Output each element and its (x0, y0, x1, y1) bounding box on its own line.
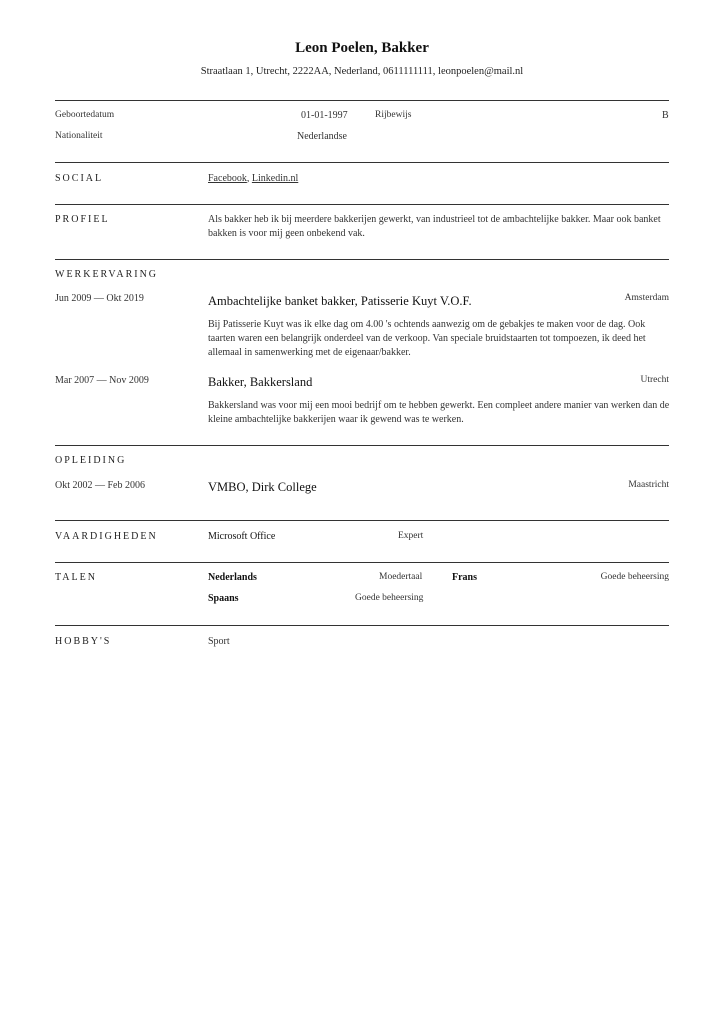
section-title-skills: VAARDIGHEDEN (55, 531, 158, 542)
divider (55, 520, 669, 521)
section-title-experience: WERKERVARING (55, 269, 159, 280)
language-name: Spaans (208, 593, 239, 604)
license-value: B (662, 110, 669, 121)
contact-line: Straatlaan 1, Utrecht, 2222AA, Nederland, 0611111111, leonpoelen@mail.nl (200, 66, 524, 77)
divider (55, 100, 669, 101)
birthdate-label: Geboortedatum (55, 110, 115, 120)
experience-description: Bakkersland was voor mij een mooi bedrijf om te hebben gewerkt. Een compleet andere manier van werken dan de kleine ambachtelijke bakkerijen waar ik gewend was te werken. (208, 400, 670, 425)
divider (55, 625, 669, 626)
language-name: Nederlands (208, 572, 257, 583)
education-location: Maastricht (628, 480, 669, 490)
candidate-name: Leon Poelen, Bakker (295, 40, 429, 56)
experience-role: Bakker, Bakkersland (208, 375, 313, 389)
skill-name: Microsoft Office (208, 531, 276, 542)
link-separator: , (246, 173, 252, 184)
language-level: Goede beheersing (600, 572, 669, 582)
section-title-profile: PROFIEL (55, 214, 110, 225)
divider (55, 562, 669, 563)
language-level: Goede beheersing (355, 593, 424, 603)
experience-location: Amsterdam (624, 293, 669, 303)
experience-location: Utrecht (640, 375, 669, 385)
divider (55, 162, 669, 163)
divider (55, 445, 669, 446)
linkedin-link[interactable]: Linkedin.nl (251, 173, 299, 184)
skill-level: Expert (398, 531, 424, 541)
birthdate-value: 01-01-1997 (301, 110, 348, 121)
hobby-text: Sport (208, 636, 230, 647)
divider (55, 204, 669, 205)
experience-description: Bij Patisserie Kuyt was ik elke dag om 4.00 's ochtends aanwezig om de gebakjes te maken voor de dag. Ook taarten waren een belangrijk onderdeel van de verkoop. Van speciale bruidstaarten tot tompoezen, ik deed het allemaal in samenwerking met de eigenaar/bakker. (208, 319, 646, 358)
section-title-social: SOCIAL (55, 173, 104, 184)
social-links (208, 173, 298, 184)
experience-dates: Mar 2007 — Nov 2009 (55, 375, 149, 386)
license-label: Rijbewijs (375, 110, 412, 120)
section-title-education: OPLEIDING (55, 455, 127, 466)
nationality-value: Nederlandse (297, 131, 347, 142)
education-degree: VMBO, Dirk College (208, 480, 317, 494)
divider (55, 259, 669, 260)
nationality-label: Nationaliteit (55, 131, 103, 141)
language-name: Frans (452, 572, 477, 583)
profile-text: Als bakker heb ik bij meerdere bakkerijen gewerkt, van industrieel tot de ambachtelijke bakker. Maar ook banket bakken is voor mij geen onbekend vak. (208, 214, 661, 239)
education-dates: Okt 2002 — Feb 2006 (55, 480, 145, 491)
facebook-link[interactable]: Facebook (208, 173, 247, 184)
section-title-languages: TALEN (55, 572, 97, 583)
experience-role: Ambachtelijke banket bakker, Patisserie Kuyt V.O.F. (208, 294, 472, 308)
language-level: Moedertaal (379, 572, 423, 582)
experience-dates: Jun 2009 — Okt 2019 (55, 293, 144, 304)
section-title-hobbies: HOBBY'S (55, 636, 112, 647)
